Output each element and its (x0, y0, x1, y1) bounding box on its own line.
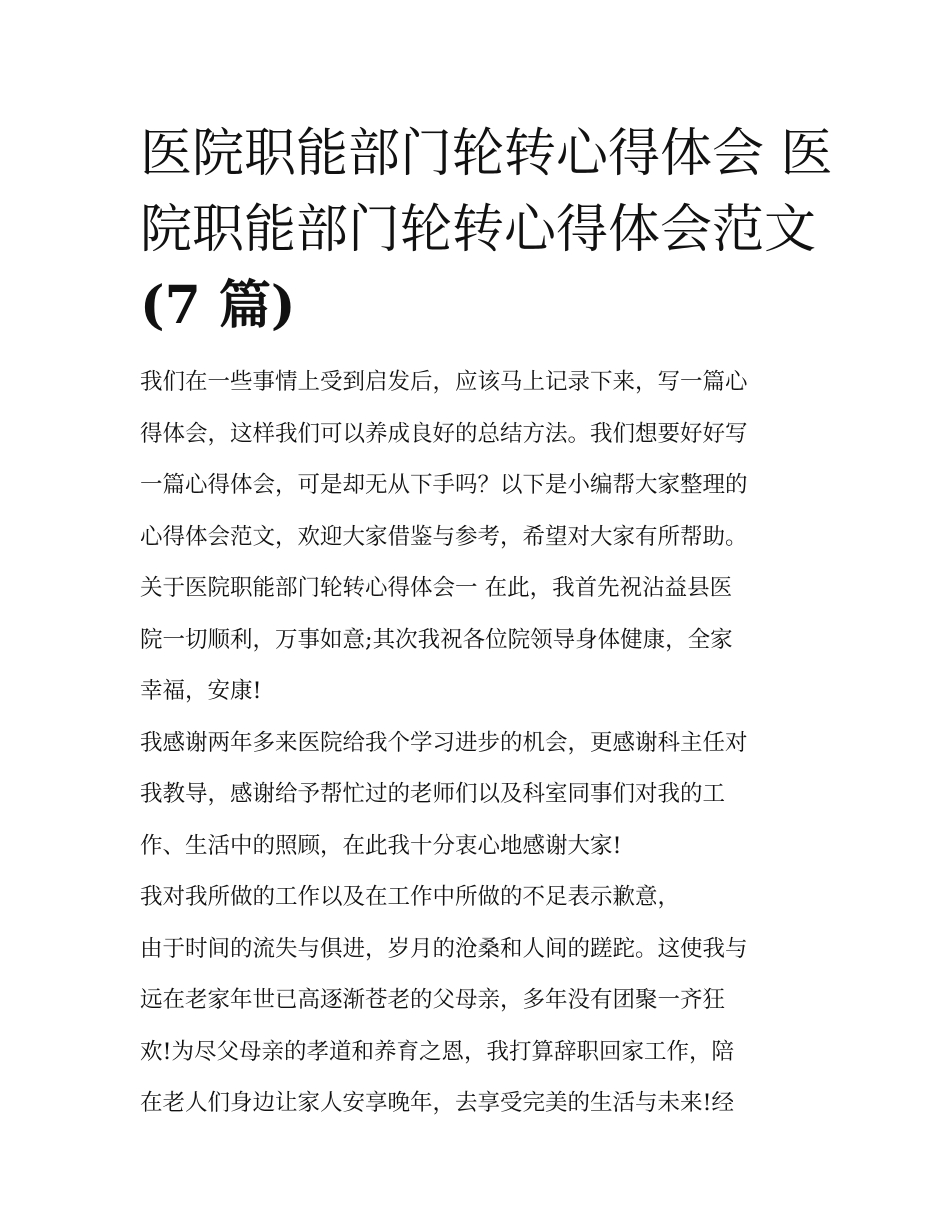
body-line: 心得体会范文，欢迎大家借鉴与参考，希望对大家有所帮助。 (140, 523, 748, 550)
title-line-2: 院职能部门轮转心得体会范文 (140, 200, 817, 260)
body-line: 由于时间的流失与俱进，岁月的沧桑和人间的蹉跎。这使我与 (140, 935, 748, 962)
document-body (140, 357, 820, 1130)
body-line: 关于医院职能部门轮转心得体会一 在此，我首先祝沾益县医 (140, 575, 733, 601)
body-line: 我对我所做的工作以及在工作中所做的不足表示歉意， (140, 884, 681, 910)
body-line: 作、生活中的照顾，在此我十分衷心地感谢大家! (140, 832, 622, 859)
title-line-3: (7 篇) (140, 275, 296, 336)
body-line: 远在老家年世已高逐渐苍老的父母亲，多年没有团聚一齐狂 (140, 987, 726, 1013)
body-line: 在老人们身边让家人安享晚年，去享受完美的生活与未来!经 (140, 1090, 735, 1116)
body-line: 欢!为尽父母亲的孝道和养育之恩，我打算辞职回家工作，陪 (140, 1038, 735, 1065)
body-line: 我们在一些事情上受到启发后，应该马上记录下来，写一篇心 (140, 369, 748, 395)
body-line: 得体会，这样我们可以养成良好的总结方法。我们想要好好写 (140, 420, 748, 447)
body-line: 幸福，安康! (140, 678, 262, 704)
document-title (140, 116, 833, 344)
body-line: 一篇心得体会，可是却无从下手吗？以下是小编帮大家整理的 (140, 472, 748, 498)
body-line: 我感谢两年多来医院给我个学习进步的机会，更感谢科主任对 (140, 729, 748, 756)
title-line-1: 医院职能部门轮转心得体会 医 (140, 124, 833, 184)
body-line: 我教导，感谢给予帮忙过的老师们以及科室同事们对我的工 (140, 781, 726, 807)
body-line: 院一切顺利，万事如意;其次我祝各位院领导身体健康，全家 (140, 626, 733, 653)
